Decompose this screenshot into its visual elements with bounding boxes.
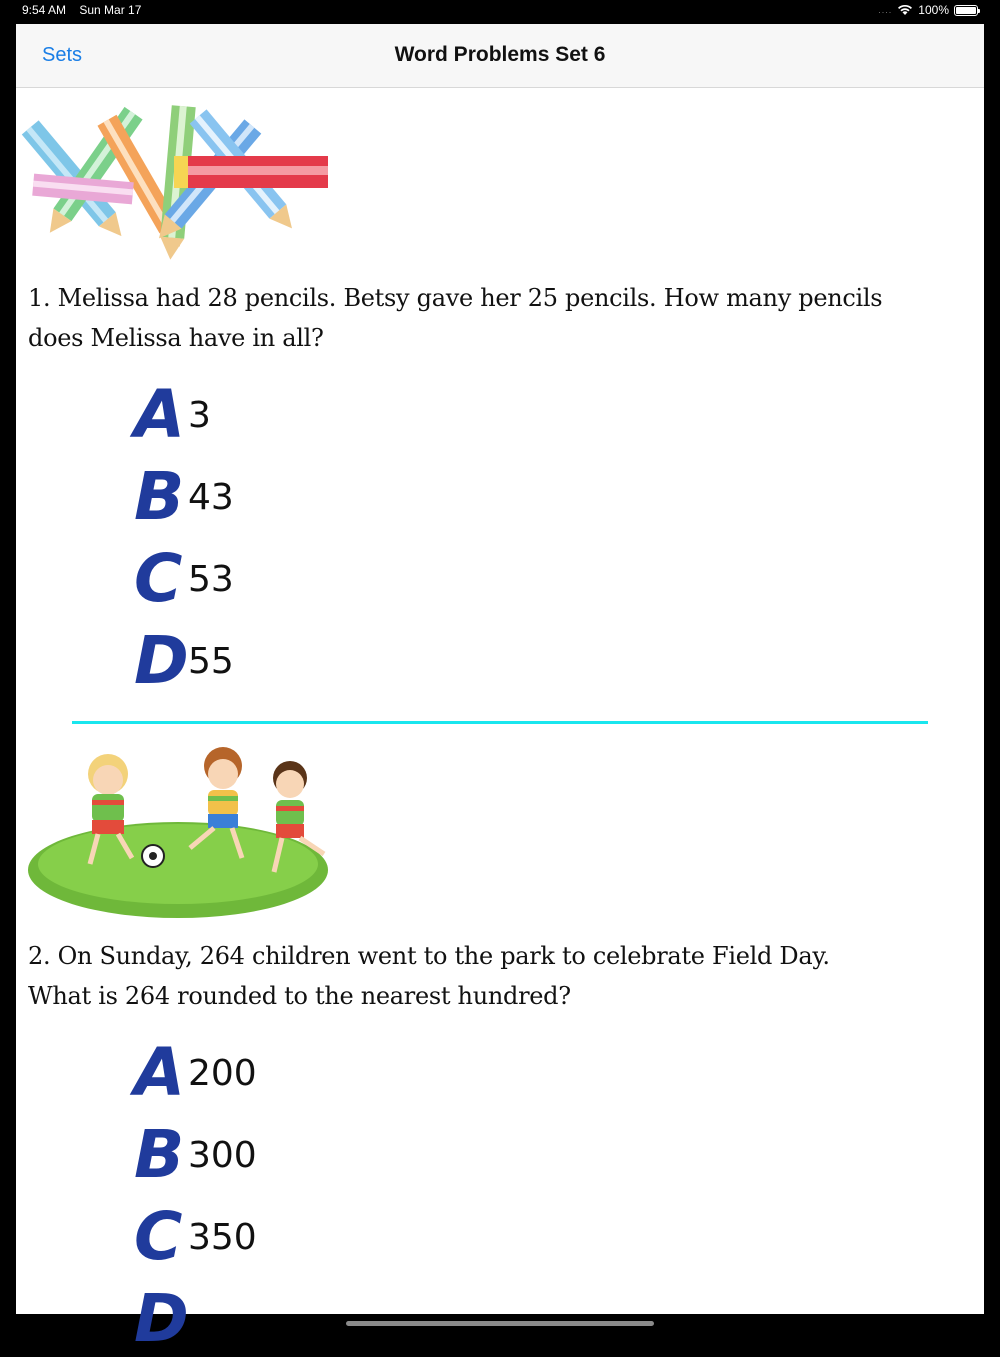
wifi-icon [897,4,913,16]
navigation-bar [16,24,984,88]
q2-choice-d[interactable] [134,1280,189,1357]
q2-choice-b[interactable] [134,1116,257,1193]
question-divider [72,721,928,724]
question-scroll-view[interactable] [16,88,984,1357]
pencils-illustration-icon [28,94,338,256]
question-2-text: 2. On Sunday, 264 children went to the park to celebrate Field Day. What is 264 rounded to the nearest hundred? [28,942,830,1010]
home-indicator[interactable] [346,1321,654,1326]
status-right [878,3,978,17]
app-sheet [16,24,984,1357]
q1-choice-a[interactable] [134,376,211,453]
choice-value: 350 [188,1216,257,1258]
status-left [22,3,151,17]
choice-value: 53 [188,558,234,600]
choice-letter: D [134,1280,189,1357]
choice-letter: C [134,540,183,617]
signal-dots-icon: .... [878,5,893,15]
choice-letter: A [134,1034,186,1111]
choice-letter: D [134,622,189,699]
q2-choice-a[interactable] [134,1034,257,1111]
choice-letter: C [134,1198,183,1275]
q1-choice-c[interactable] [134,540,234,617]
status-time: 9:54 AM [22,3,67,17]
q1-choice-b[interactable] [134,458,234,535]
choice-letter: B [134,1116,185,1193]
back-button[interactable]: Sets [42,44,83,66]
q2-choice-c[interactable] [134,1198,257,1275]
page-title: Word Problems Set 6 [394,43,606,66]
question-1-text: 1. Melissa had 28 pencils. Betsy gave her 25 pencils. How many pencils does Melissa have in all? [28,284,883,352]
choice-value: 300 [188,1134,257,1176]
kids-playing-soccer-illustration-icon [28,744,338,924]
status-date: Sun Mar 17 [79,3,142,17]
choice-value: 200 [188,1052,257,1094]
q1-choice-d[interactable] [134,622,234,699]
choice-letter: A [134,376,186,453]
choice-letter: B [134,458,185,535]
choice-value: 43 [188,476,234,518]
battery-icon [954,5,978,16]
status-bar [0,0,1000,22]
choice-value: 3 [188,394,211,436]
battery-percent: 100% [918,3,949,17]
choice-value: 55 [188,640,234,682]
